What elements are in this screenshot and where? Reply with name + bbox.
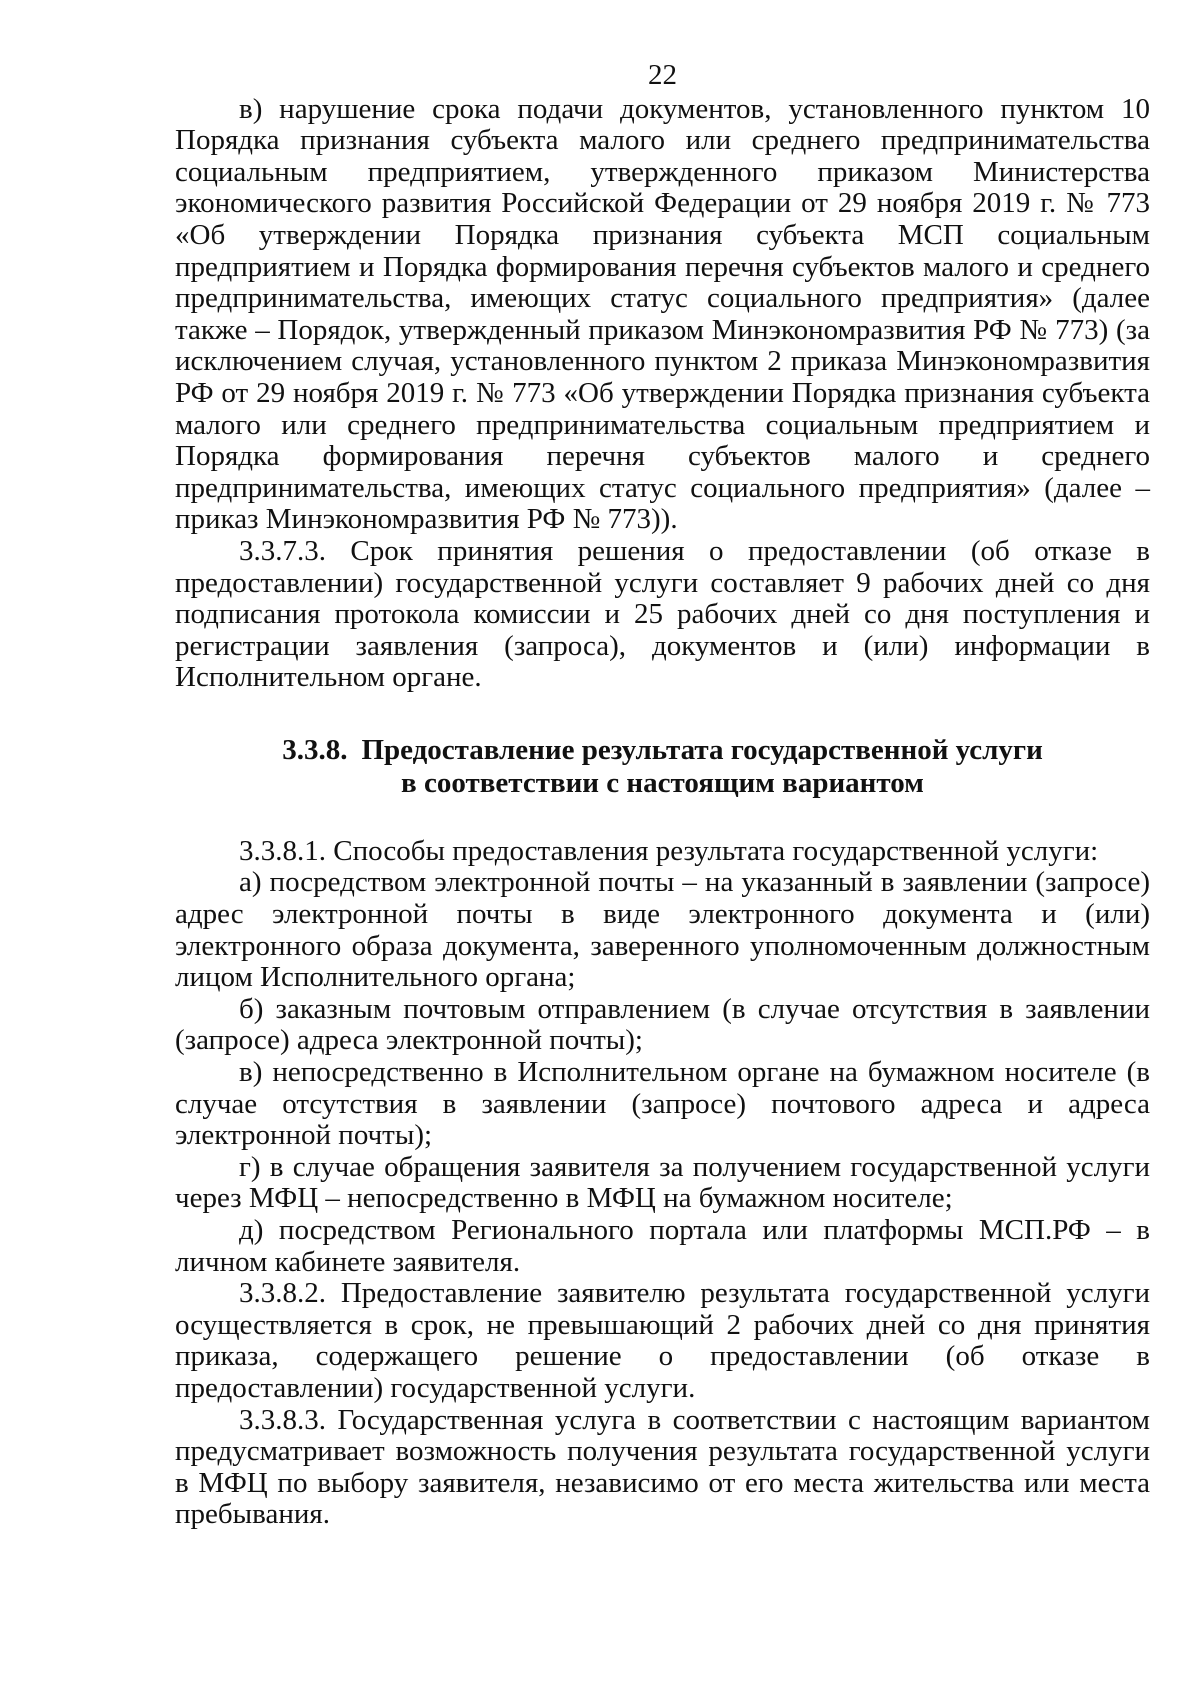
- section-heading: [175, 734, 1150, 800]
- paragraph-3-3-8-3: 3.3.8.3. Государственная услуга в соответствии с настоящим вариантом предусматривает возможность получения результата государственной услуги в МФЦ по выбору заявителя, независимо от его места жительства или места пребывания.: [175, 1403, 1150, 1531]
- section-heading-text-2: в соответствии с настоящим вариантом: [401, 766, 924, 799]
- paragraph-3-3-8-1: 3.3.8.1. Способы предоставления результата государственной услуги:: [239, 834, 1099, 867]
- document-page: [175, 60, 1150, 1531]
- list-item-v: в) непосредственно в Исполнительном органе на бумажном носителе (в случае отсутствия в заявлении (запросе) почтового адреса и адреса электронной почты);: [175, 1056, 1150, 1152]
- paragraph-3-3-7-3: 3.3.7.3. Срок принятия решения о предоставлении (об отказе в предоставлении) государственной услуги составляет 9 рабочих дней со дня подписания протокола комиссии и 25 рабочих дней со дня поступления и регистрации заявления (запроса), документов и (или) информации в Исполнительном органе.: [175, 534, 1150, 694]
- section-heading-number: 3.3.8.: [282, 733, 348, 766]
- paragraph-violation-deadline: в) нарушение срока подачи документов, установленного пунктом 10 Порядка признания субъекта малого или среднего предпринимательства социальным предприятием, утвержденного приказом Министерства экономического развития Российской Федерации от 29 ноября 2019 г. № 773 «Об утверждении Порядка признания субъекта МСП социальным предприятием и Порядка формирования перечня субъектов малого и среднего предпринимательства, имеющих статус социального предприятия» (далее также – Порядок, утвержденный приказом Минэкономразвития РФ № 773) (за исключением случая, установленного пунктом 2 приказа Минэкономразвития РФ от 29 ноября 2019 г. № 773 «Об утверждении Порядка признания субъекта малого или среднего предпринимательства социальным предприятием и Порядка формирования перечня субъектов малого и среднего предпринимательства, имеющих статус социального предприятия» (далее – приказ Минэкономразвития РФ № 773)).: [175, 92, 1150, 536]
- section-heading-line1: [175, 734, 1150, 767]
- list-item-a: а) посредством электронной почты – на указанный в заявлении (запросе) адрес электронной почты в виде электронного документа и (или) электронного образа документа, заверенного уполномоченным должностным лицом Исполнительного органа;: [175, 866, 1150, 994]
- section-heading-text-1: Предоставление результата государственной услуги: [361, 733, 1043, 766]
- list-item-d: д) посредством Регионального портала или платформы МСП.РФ – в личном кабинете заявителя.: [175, 1214, 1150, 1278]
- list-item-b: б) заказным почтовым отправлением (в случае отсутствия в заявлении (запросе) адреса электронной почты);: [175, 992, 1150, 1057]
- paragraph-3-3-8-2: 3.3.8.2. Предоставление заявителю результата государственной услуги осуществляется в срок, не превышающий 2 рабочих дней со дня принятия приказа, содержащего решение о предоставлении (об отказе в предоставлении) государственной услуги.: [175, 1277, 1150, 1404]
- list-item-g: г) в случае обращения заявителя за получением государственной услуги через МФЦ – непосредственно в МФЦ на бумажном носителе;: [175, 1150, 1150, 1215]
- page-number: 22: [648, 59, 677, 91]
